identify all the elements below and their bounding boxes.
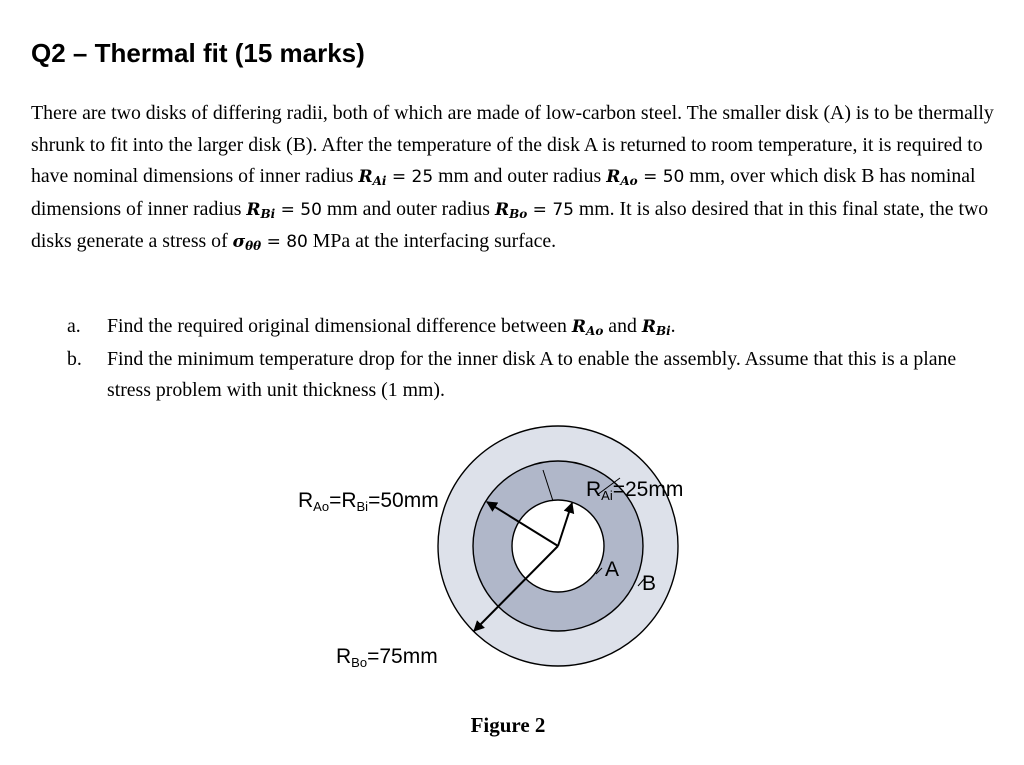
question-heading: Q2 – Thermal fit (15 marks) bbox=[31, 38, 365, 68]
symbol-r-bo: $R_{Bo} = 75$ bbox=[494, 199, 574, 221]
label-rai: RAi=25mm bbox=[586, 478, 684, 503]
symbol-r-ao: $R_{Ao} = 50$ bbox=[606, 167, 685, 189]
list-marker: b. bbox=[67, 347, 82, 370]
symbol-r-ai: $R_{Ai} = 25$ bbox=[358, 167, 434, 189]
intro-text-1: There are two disks of differing radii, both of which are made of low-carbon steel. The smaller disk (A) is to be thermally shrunk to fit into the larger disk (B). After the temperature of the disk A is returned to room temperature, it is required to have nominal dimensions of inner radius bbox=[31, 102, 994, 188]
question-a-text: Find the required original dimensional difference between $R_{Ao}$ and $R_{Bi}$. bbox=[107, 315, 676, 338]
label-disk-b: B bbox=[642, 572, 657, 595]
label-rao-rbi: RAo=RBi=50mm bbox=[298, 489, 439, 514]
list-marker: a. bbox=[67, 315, 81, 337]
question-b-text: Find the minimum temperature drop for the inner disk A to enable the assembly. Assume that this is a plane stress problem with unit thickness (1 mm). bbox=[107, 347, 957, 402]
intro-text-6: MPa at the interfacing surface. bbox=[307, 230, 557, 253]
intro-text-3: mm, over which disk B has nominal dimensions of inner radius bbox=[31, 165, 976, 220]
figure-caption: Figure 2 bbox=[470, 713, 546, 737]
label-rbo: RBo=75mm bbox=[336, 645, 438, 670]
symbol-r-bi: $R_{Bi} = 50$ bbox=[246, 199, 322, 221]
symbol-sigma: $\sigma_{\theta\theta} = 80$ bbox=[232, 232, 308, 254]
intro-text-4: mm and outer radius bbox=[321, 197, 495, 220]
intro-text-5: mm. It is also desired that in this final state, the two disks generate a stress of bbox=[31, 197, 989, 253]
label-disk-a: A bbox=[605, 558, 620, 581]
intro-text-2: mm and outer radius bbox=[433, 165, 607, 188]
